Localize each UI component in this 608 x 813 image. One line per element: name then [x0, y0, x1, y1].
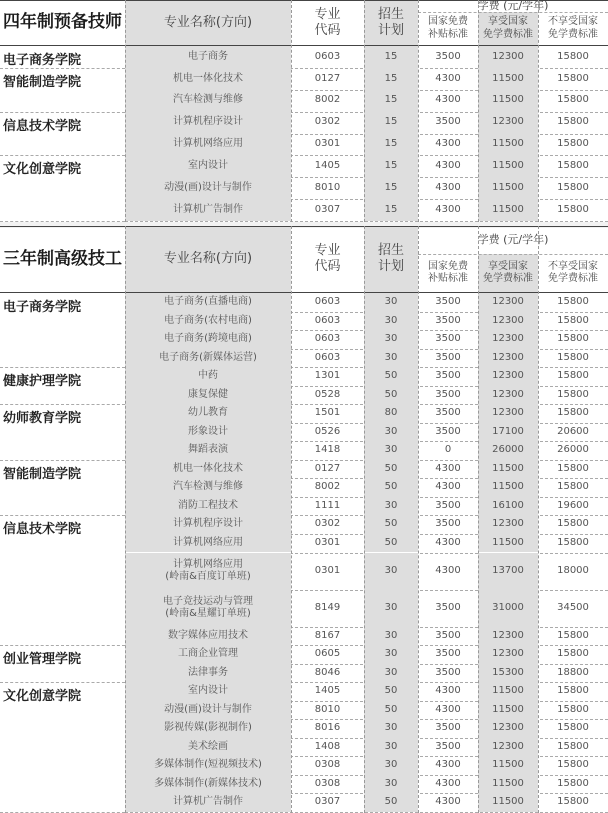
cell-fee1: 4300	[435, 72, 461, 84]
cell-fee2: 11500	[478, 534, 538, 553]
table-row	[0, 177, 608, 199]
cell-major: 多媒体制作(短视频技术)	[125, 756, 291, 775]
cell-code: 1405	[314, 160, 341, 172]
cell-fee2: 11500	[478, 155, 538, 177]
header-fee-group: 学费 (元/学年)	[477, 233, 549, 247]
cell-plan: 30	[364, 627, 418, 646]
cell-code: 0605	[314, 648, 341, 660]
header-divider	[418, 12, 608, 13]
cell-fee3: 15800	[557, 685, 589, 697]
cell-fee2: 12300	[478, 312, 538, 331]
cell-plan: 30	[364, 664, 418, 683]
cell-code: 8046	[314, 666, 341, 678]
cell-fee2: 16100	[478, 497, 538, 516]
cell-plan: 30	[364, 719, 418, 738]
cell-fee3: 34500	[557, 601, 589, 613]
cell-plan: 15	[364, 112, 418, 134]
cell-code: 8002	[314, 481, 341, 493]
cell-fee2: 17100	[478, 423, 538, 442]
table-four-year	[0, 0, 608, 222]
cell-fee2: 11500	[478, 701, 538, 720]
table-row	[0, 46, 608, 68]
cell-major: 工商企业管理	[125, 645, 291, 664]
cell-code: 0308	[314, 777, 341, 789]
table-row	[0, 293, 608, 312]
cell-major: 动漫(画)设计与制作	[125, 701, 291, 720]
table-row	[0, 367, 608, 386]
column-divider	[538, 226, 539, 813]
cell-fee1: 3500	[435, 116, 461, 128]
header-fee1: 国家免费 补贴标准	[428, 16, 468, 40]
cell-fee1: 3500	[435, 50, 461, 62]
cell-code: 8167	[314, 629, 341, 641]
cell-fee3: 15800	[557, 296, 589, 308]
cell-fee3: 15800	[557, 648, 589, 660]
cell-major: 室内设计	[125, 155, 291, 177]
cell-fee1: 3500	[435, 518, 461, 530]
cell-fee2: 12300	[478, 46, 538, 68]
cell-major: 中药	[125, 367, 291, 386]
cell-fee1: 3500	[435, 499, 461, 511]
cell-major: 康复保健	[125, 386, 291, 405]
college-name: 智能制造学院	[3, 466, 82, 482]
cell-fee3: 18800	[557, 666, 589, 678]
cell-fee3: 15800	[557, 407, 589, 419]
cell-fee2: 12300	[478, 386, 538, 405]
cell-fee1: 4300	[435, 160, 461, 172]
cell-code: 0301	[314, 138, 341, 150]
cell-fee3: 15800	[557, 462, 589, 474]
cell-fee1: 4300	[435, 181, 461, 193]
header-fee-group: 学费 (元/学年)	[477, 0, 549, 13]
table-row	[0, 719, 608, 738]
cell-fee3: 15800	[557, 333, 589, 345]
cell-fee1: 4300	[435, 796, 461, 808]
cell-fee2: 12300	[478, 738, 538, 757]
cell-plan: 15	[364, 134, 418, 156]
cell-plan: 50	[364, 793, 418, 812]
cell-code: 0603	[314, 351, 341, 363]
table-row	[0, 701, 608, 720]
cell-fee2: 12300	[478, 367, 538, 386]
cell-plan: 30	[364, 441, 418, 460]
cell-fee3: 15800	[557, 388, 589, 400]
cell-fee1: 3500	[435, 388, 461, 400]
cell-fee2: 12300	[478, 293, 538, 312]
cell-plan: 15	[364, 155, 418, 177]
header-plan: 招生 计划	[364, 0, 418, 45]
table-row	[0, 756, 608, 775]
header-major: 专业名称(方向)	[125, 0, 291, 45]
cell-major: 机电一体化技术	[125, 68, 291, 90]
cell-major: 影视传媒(影视制作)	[125, 719, 291, 738]
cell-plan: 50	[364, 460, 418, 479]
cell-fee1: 4300	[435, 564, 461, 576]
cell-fee2: 12300	[478, 515, 538, 534]
header-fee3: 不享受国家 免学费标准	[548, 260, 598, 284]
cell-fee3: 26000	[557, 444, 589, 456]
cell-plan: 30	[364, 423, 418, 442]
table-row	[0, 460, 608, 479]
cell-code: 0301	[314, 564, 341, 576]
cell-code: 0603	[314, 50, 341, 62]
college-name: 文化创意学院	[3, 689, 82, 705]
cell-major: 电子竞技运动与管理 (岭南&星耀订单班)	[125, 590, 291, 627]
column-divider	[418, 226, 419, 813]
table-row	[0, 793, 608, 812]
cell-code: 0302	[314, 116, 341, 128]
cell-code: 0308	[314, 759, 341, 771]
cell-code: 0301	[314, 536, 341, 548]
cell-plan: 80	[364, 404, 418, 423]
cell-fee3: 15800	[557, 203, 589, 215]
table-row	[0, 534, 608, 553]
cell-fee2: 26000	[478, 441, 538, 460]
cell-fee1: 0	[444, 444, 452, 456]
cell-major: 舞蹈表演	[125, 441, 291, 460]
table-row	[0, 553, 608, 590]
header-divider	[418, 254, 608, 255]
cell-major: 计算机网络应用	[125, 534, 291, 553]
college-name: 电子商务学院	[3, 300, 82, 315]
cell-fee2: 12300	[478, 404, 538, 423]
cell-plan: 30	[364, 330, 418, 349]
table-row	[0, 645, 608, 664]
cell-fee3: 15800	[557, 314, 589, 326]
cell-major: 计算机广告制作	[125, 199, 291, 221]
cell-plan: 30	[364, 645, 418, 664]
cell-plan: 30	[364, 775, 418, 794]
cell-fee1: 4300	[435, 703, 461, 715]
cell-major: 室内设计	[125, 682, 291, 701]
cell-fee3: 15800	[557, 759, 589, 771]
cell-fee1: 4300	[435, 759, 461, 771]
cell-fee3: 15800	[557, 796, 589, 808]
cell-major: 汽车检测与维修	[125, 90, 291, 112]
cell-plan: 15	[364, 68, 418, 90]
college-name: 创业管理学院	[3, 652, 82, 668]
cell-major: 计算机程序设计	[125, 515, 291, 534]
cell-code: 1405	[314, 685, 341, 697]
college-name: 健康护理学院	[3, 374, 82, 390]
cell-fee1: 4300	[435, 203, 461, 215]
cell-fee1: 3500	[435, 666, 461, 678]
table-row	[0, 90, 608, 112]
table-row	[0, 349, 608, 368]
cell-major: 电子商务(跨境电商)	[125, 330, 291, 349]
table-row	[0, 515, 608, 534]
column-divider	[538, 0, 539, 222]
cell-fee3: 15800	[557, 481, 589, 493]
header-code: 专业 代码	[314, 6, 341, 38]
column-divider	[364, 226, 365, 813]
cell-major: 电子商务(农村电商)	[125, 312, 291, 331]
table-row	[0, 682, 608, 701]
cell-fee3: 15800	[557, 536, 589, 548]
cell-major: 计算机网络应用 (岭南&百度订单班)	[125, 553, 291, 590]
cell-fee3: 18000	[557, 564, 589, 576]
cell-fee1: 3500	[435, 407, 461, 419]
table-title: 三年制高级技工	[3, 248, 122, 269]
cell-fee3: 15800	[557, 94, 589, 106]
table-row	[0, 68, 608, 90]
cell-fee2: 11500	[478, 775, 538, 794]
cell-major: 幼儿教育	[125, 404, 291, 423]
cell-code: 8149	[314, 601, 341, 613]
cell-fee1: 4300	[435, 94, 461, 106]
cell-code: 1408	[314, 740, 341, 752]
column-divider	[418, 0, 419, 222]
table-row	[0, 478, 608, 497]
cell-code: 0528	[314, 388, 341, 400]
cell-major: 计算机网络应用	[125, 134, 291, 156]
cell-plan: 50	[364, 534, 418, 553]
table-three-year	[0, 226, 608, 813]
cell-fee2: 11500	[478, 682, 538, 701]
cell-plan: 50	[364, 478, 418, 497]
table-title: 四年制预备技师	[3, 12, 122, 33]
header-plan: 招生 计划	[364, 226, 418, 292]
header-code: 专业 代码	[314, 243, 341, 274]
college-name: 文化创意学院	[3, 162, 82, 178]
cell-fee2: 11500	[478, 68, 538, 90]
cell-fee2: 11500	[478, 90, 538, 112]
cell-code: 1301	[314, 370, 341, 382]
cell-plan: 15	[364, 90, 418, 112]
cell-fee3: 15800	[557, 116, 589, 128]
cell-fee2: 11500	[478, 199, 538, 221]
column-divider	[478, 0, 479, 222]
table-row	[0, 199, 608, 221]
cell-fee2: 15300	[478, 664, 538, 683]
cell-major: 多媒体制作(新媒体技术)	[125, 775, 291, 794]
column-divider	[478, 226, 479, 813]
cell-major: 形象设计	[125, 423, 291, 442]
cell-fee2: 11500	[478, 177, 538, 199]
cell-plan: 15	[364, 46, 418, 68]
cell-fee3: 15800	[557, 777, 589, 789]
cell-major: 机电一体化技术	[125, 460, 291, 479]
cell-major: 电子商务(新媒体运营)	[125, 349, 291, 368]
cell-plan: 50	[364, 386, 418, 405]
cell-fee3: 15800	[557, 138, 589, 150]
header-fee2: 享受国家 免学费标准	[478, 12, 538, 45]
cell-fee1: 3500	[435, 333, 461, 345]
cell-plan: 50	[364, 515, 418, 534]
cell-code: 0603	[314, 314, 341, 326]
header-fee1: 国家免费 补贴标准	[428, 260, 468, 284]
cell-fee1: 4300	[435, 138, 461, 150]
header-top-rule	[0, 226, 608, 227]
cell-plan: 50	[364, 367, 418, 386]
cell-plan: 30	[364, 738, 418, 757]
cell-code: 0127	[314, 462, 341, 474]
cell-fee1: 4300	[435, 536, 461, 548]
cell-fee2: 12300	[478, 112, 538, 134]
cell-major: 电子商务(直播电商)	[125, 293, 291, 312]
cell-fee1: 3500	[435, 314, 461, 326]
cell-fee1: 3500	[435, 722, 461, 734]
cell-fee2: 11500	[478, 793, 538, 812]
cell-fee3: 15800	[557, 160, 589, 172]
cell-major: 消防工程技术	[125, 497, 291, 516]
cell-major: 法律事务	[125, 664, 291, 683]
column-divider	[291, 226, 292, 813]
column-divider	[364, 0, 365, 222]
cell-fee1: 3500	[435, 370, 461, 382]
column-divider	[291, 0, 292, 222]
cell-fee1: 4300	[435, 777, 461, 789]
cell-fee3: 15800	[557, 72, 589, 84]
cell-plan: 30	[364, 590, 418, 627]
cell-fee1: 3500	[435, 629, 461, 641]
cell-major: 美术绘画	[125, 738, 291, 757]
table-row	[0, 441, 608, 460]
cell-fee2: 11500	[478, 460, 538, 479]
cell-fee2: 12300	[478, 349, 538, 368]
cell-major: 计算机程序设计	[125, 112, 291, 134]
cell-code: 0127	[314, 72, 341, 84]
table-row	[0, 404, 608, 423]
cell-plan: 30	[364, 553, 418, 590]
cell-fee3: 15800	[557, 518, 589, 530]
header-top-rule	[0, 0, 608, 1]
cell-plan: 15	[364, 199, 418, 221]
cell-fee1: 3500	[435, 648, 461, 660]
cell-code: 0307	[314, 203, 341, 215]
table-row	[0, 134, 608, 156]
cell-code: 1501	[314, 407, 341, 419]
cell-plan: 30	[364, 756, 418, 775]
table-row	[0, 112, 608, 134]
table-header	[0, 0, 608, 45]
cell-code: 8016	[314, 722, 341, 734]
table-row	[0, 497, 608, 516]
cell-plan: 30	[364, 497, 418, 516]
cell-major: 数字媒体应用技术	[125, 627, 291, 646]
cell-plan: 50	[364, 701, 418, 720]
college-name: 信息技术学院	[3, 118, 82, 134]
cell-fee1: 3500	[435, 296, 461, 308]
cell-fee1: 4300	[435, 685, 461, 697]
cell-plan: 30	[364, 312, 418, 331]
table-row	[0, 155, 608, 177]
cell-code: 0307	[314, 796, 341, 808]
header-fee2: 享受国家 免学费标准	[478, 254, 538, 292]
cell-fee3: 15800	[557, 181, 589, 193]
cell-fee1: 3500	[435, 351, 461, 363]
cell-code: 1418	[314, 444, 341, 456]
cell-fee1: 4300	[435, 462, 461, 474]
cell-fee3: 15800	[557, 370, 589, 382]
table-header	[0, 226, 608, 292]
cell-fee1: 4300	[435, 481, 461, 493]
cell-fee2: 11500	[478, 478, 538, 497]
cell-fee1: 3500	[435, 740, 461, 752]
cell-code: 0302	[314, 518, 341, 530]
table-row	[0, 386, 608, 405]
column-divider	[125, 0, 126, 222]
cell-fee2: 12300	[478, 719, 538, 738]
table-row	[0, 590, 608, 627]
cell-fee3: 15800	[557, 740, 589, 752]
table-row	[0, 775, 608, 794]
cell-code: 0603	[314, 333, 341, 345]
cell-code: 0603	[314, 296, 341, 308]
cell-fee1: 3500	[435, 601, 461, 613]
table-row	[0, 312, 608, 331]
table-row	[0, 627, 608, 646]
cell-fee3: 15800	[557, 351, 589, 363]
cell-fee2: 11500	[478, 756, 538, 775]
cell-fee3: 15800	[557, 703, 589, 715]
college-name: 电子商务学院	[3, 53, 82, 68]
cell-fee1: 3500	[435, 425, 461, 437]
cell-code: 8010	[314, 181, 341, 193]
college-name: 幼师教育学院	[3, 411, 82, 427]
cell-major: 动漫(画)设计与制作	[125, 177, 291, 199]
table-row	[0, 738, 608, 757]
header-fee3: 不享受国家 免学费标准	[548, 16, 598, 40]
cell-major: 电子商务	[125, 46, 291, 68]
header-major: 专业名称(方向)	[125, 226, 291, 292]
table-row	[0, 664, 608, 683]
cell-major: 计算机广告制作	[125, 793, 291, 812]
cell-code: 1111	[314, 499, 341, 511]
cell-plan: 15	[364, 177, 418, 199]
cell-code: 0526	[314, 425, 341, 437]
cell-fee2: 13700	[478, 553, 538, 590]
cell-fee2: 12300	[478, 627, 538, 646]
cell-fee3: 19600	[557, 499, 589, 511]
cell-fee2: 11500	[478, 134, 538, 156]
cell-plan: 30	[364, 293, 418, 312]
cell-fee3: 15800	[557, 629, 589, 641]
cell-major: 汽车检测与维修	[125, 478, 291, 497]
cell-plan: 50	[364, 682, 418, 701]
cell-code: 8002	[314, 94, 341, 106]
college-name: 信息技术学院	[3, 522, 82, 538]
cell-plan: 30	[364, 349, 418, 368]
cell-fee2: 31000	[478, 590, 538, 627]
cell-fee2: 12300	[478, 330, 538, 349]
college-name: 智能制造学院	[3, 74, 82, 90]
table-row	[0, 423, 608, 442]
cell-fee3: 20600	[557, 425, 589, 437]
cell-fee3: 15800	[557, 50, 589, 62]
cell-fee3: 15800	[557, 722, 589, 734]
cell-fee2: 12300	[478, 645, 538, 664]
column-divider	[125, 226, 126, 813]
cell-code: 8010	[314, 703, 341, 715]
table-row	[0, 330, 608, 349]
